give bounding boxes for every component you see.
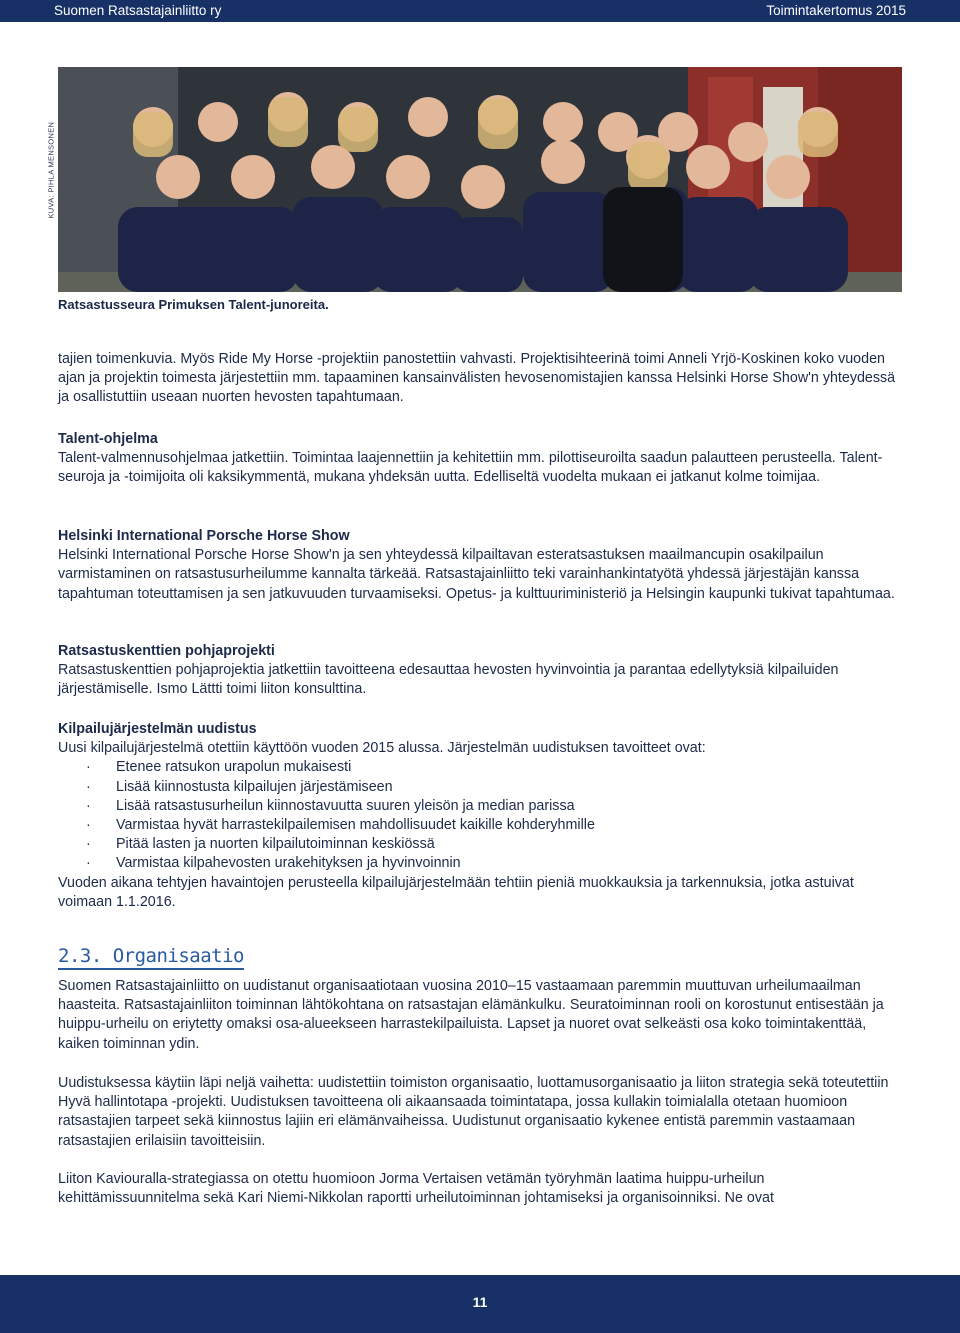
report-title: Toimintakertomus 2015 — [766, 3, 906, 18]
organisation-block-3 — [58, 1170, 904, 1208]
list-item: · Etenee ratsukon urapolun mukaisesti — [58, 758, 904, 777]
list-item: · Varmistaa hyvät harrastekilpailemisen mahdollisuudet kaikille kohderyhmille — [58, 816, 904, 835]
horse-show-block — [58, 527, 904, 604]
page-header — [0, 0, 960, 22]
organisation-block-2 — [58, 1074, 904, 1151]
organisation-paragraph-1: Suomen Ratsastajainliitto on uudistanut organisaatiotaan vuosina 2010–15 vastaamaan paremmin muuttuvan urheilumaailman haasteita. Ratsastajainliiton toiminnan lähtökohtana on ratsastajan elämänkulku. Seuratoiminnan rooli on korostunut entisestään ja huippu-urheilu on eriytetty omaksi osa-alueekseen harrastekilpailuista. Lapset ja nuoret ovat selkeästi osa koko toimintakenttää, kaiken toiminnan ydin. — [58, 978, 884, 1052]
organisation-paragraph-3: Liiton Kaviouralla-strategiassa on otettu huomioon Jorma Vertaisen vetämän työryhmän laatima huippu-urheilun kehittämissuunnitelma sekä Kari Niemi-Nikkolan raportti urheilutoiminnan johtamiseksi ja organisoinniksi. Ne ovat — [58, 1171, 774, 1207]
list-item: · Pitää lasten ja nuorten kilpailutoiminnan keskiössä — [58, 835, 904, 854]
intro-paragraph: tajien toimenkuvia. Myös Ride My Horse -projektiin panostettiin vahvasti. Projektisihteerinä toimi Anneli Yrjö-Koskinen koko vuoden ajan ja projektin toimesta järjestettiin mm. tapaaminen kansainvälisten hevosenomistajien kanssa Helsinki Horse Show'n yhteydessä ja osallistuttiin useaan nuorten hevosten tapahtumaan. — [58, 351, 896, 406]
group-photo-illustration — [58, 67, 902, 292]
page-number: 11 — [472, 1294, 488, 1310]
talent-heading: Talent-ohjelma — [58, 431, 158, 447]
photo-credit — [44, 121, 58, 220]
competition-goals-list — [58, 758, 904, 873]
competition-heading: Kilpailujärjestelmän uudistus — [58, 721, 257, 737]
arena-project-paragraph: Ratsastuskenttien pohjaprojektia jatkettiin tavoitteena edesauttaa hevosten hyvinvointia ja parantaa edellytyksiä kilpailuiden järjestämiselle. Ismo Lättti toimi liiton konsulttina. — [58, 662, 839, 698]
competition-block — [58, 720, 904, 912]
organization-name: Suomen Ratsastajainliitto ry — [54, 3, 222, 18]
page-footer — [0, 1275, 960, 1333]
talent-paragraph: Talent-valmennusohjelmaa jatkettiin. Toimintaa laajennettiin ja kehitettiin mm. pilottiseuroilta saadun palautteen perusteella. Talent-seuroja ja -toimijoita oli kaksikymmentä, mukana yhdeksän uutta. Edelliseltä vuodelta mukaan ei jatkanut kolme toimijaa. — [58, 450, 883, 486]
group-photo — [58, 67, 902, 292]
horse-show-paragraph: Helsinki International Porsche Horse Show'n ja sen yhteydessä kilpailtavan esteratsastuksen maailmancupin osakilpailun varmistaminen on ratsastusurheilumme kannalta tärkeää. Ratsastajainliitto teki varainhankintatyötä yhdessä järjestäjän kanssa tapahtuman toteuttamisen ja sen jatkuvuuden turvaamiseksi. Opetus- ja kulttuuriministeriö ja Helsingin kaupunki tukivat tapahtumaa. — [58, 547, 895, 602]
intro-block — [58, 350, 904, 408]
organisation-block — [58, 977, 904, 1054]
arena-project-block — [58, 642, 904, 700]
talent-block — [58, 430, 904, 488]
photo-caption: Ratsastusseura Primuksen Talent-junoreita. — [58, 297, 329, 312]
competition-outro: Vuoden aikana tehtyjen havaintojen perusteella kilpailujärjestelmään tehtiin pieniä muokkauksia ja tarkennuksia, jotka astuivat voimaan 1.1.2016. — [58, 874, 854, 910]
arena-project-heading: Ratsastuskenttien pohjaprojekti — [58, 643, 275, 659]
competition-intro: Uusi kilpailujärjestelmä otettiin käyttöön vuoden 2015 alussa. Järjestelmän uudistuksen tavoitteet ovat: — [58, 740, 706, 757]
list-item: · Varmistaa kilpahevosten urakehityksen ja hyvinvoinnin — [58, 854, 904, 873]
list-item: · Lisää kiinnostusta kilpailujen järjestämiseen — [58, 778, 904, 797]
list-item: · Lisää ratsastusurheilun kiinnostavuutta suuren yleisön ja median parissa — [58, 797, 904, 816]
section-heading: 2.3. Organisaatio — [58, 945, 244, 970]
horse-show-heading: Helsinki International Porsche Horse Show — [58, 528, 350, 544]
photo-credit-text: KUVA: PIHLA MENSONEN — [46, 121, 56, 219]
organisation-paragraph-2: Uudistuksessa käytiin läpi neljä vaihetta: uudistettiin toimiston organisaatio, luottamusorganisaatio ja liiton strategia sekä toteutettiin Hyvä hallintotapa -projekti. Uudistuksen tavoitteena oli aikaansaada toimintatapa, jossa kullakin toimialalla otetaan huomioon ratsastajien tarpeet sekä kiinnostus lajiin eri elämänvaiheissa. Uudistunut organisaatio kykenee entistä paremmin vastaamaan ratsastajien erilaisiin tavoitteisiin. — [58, 1075, 889, 1149]
